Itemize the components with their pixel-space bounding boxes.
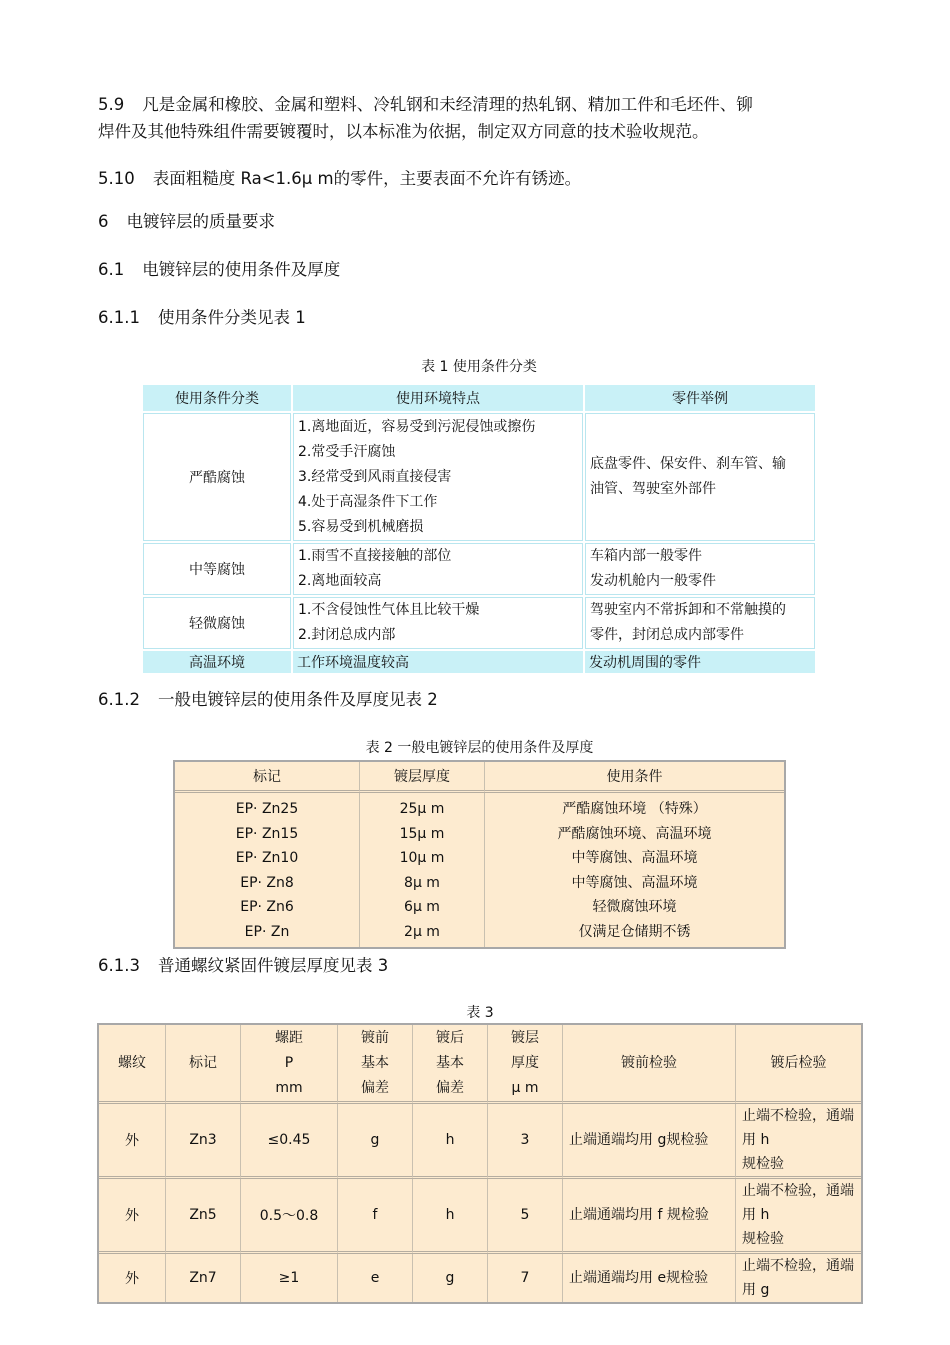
table-row xyxy=(143,651,815,673)
header-line: 偏差 xyxy=(436,1079,464,1096)
mark-cell: Zn5 xyxy=(166,1179,241,1254)
table-header-row xyxy=(143,385,815,411)
column-header: 标记 xyxy=(166,1025,241,1104)
condition-cell: 严酷腐蚀环境 （特殊） xyxy=(562,801,707,817)
section-number: 5.9 xyxy=(98,95,125,114)
mark-cell: EP· Zn10 xyxy=(235,850,299,866)
conditions-column xyxy=(485,793,784,947)
column-header: 镀层厚度 xyxy=(360,762,485,793)
condition-cell: 严酷腐蚀环境、高温环境 xyxy=(557,825,712,842)
section-number: 6.1.2 xyxy=(98,690,140,709)
table-body-row xyxy=(175,793,784,947)
table3 xyxy=(97,1023,863,1304)
section-number: 6.1.1 xyxy=(98,308,140,327)
table1 xyxy=(141,383,817,675)
mark-cell: EP· Zn xyxy=(244,923,290,940)
column-header xyxy=(488,1025,563,1104)
feature-line: 5.容易受到机械磨损 xyxy=(298,518,424,535)
paragraph-5-9 xyxy=(98,91,753,145)
header-line: 基本 xyxy=(436,1054,464,1071)
thickness-column xyxy=(360,793,485,947)
pre-deviation-cell: g xyxy=(338,1104,413,1179)
category-cell: 轻微腐蚀 xyxy=(143,597,291,649)
example-line: 驾驶室内不常拆卸和不常触摸的 xyxy=(590,602,786,618)
mark-cell: EP· Zn25 xyxy=(235,801,299,817)
column-header: 使用条件分类 xyxy=(143,385,291,411)
feature-line: 1.离地面近，容易受到污泥侵蚀或擦伤 xyxy=(298,418,536,435)
section-number: 6.1 xyxy=(98,260,125,279)
feature-line: 1.雨雪不直接接触的部位 xyxy=(298,548,452,564)
table3-caption: 表 3 xyxy=(466,1005,494,1021)
examples-cell xyxy=(585,597,815,649)
table-row xyxy=(99,1254,861,1302)
category-cell: 高温环境 xyxy=(143,651,291,673)
features-cell xyxy=(293,597,583,649)
heading-6-1-1 xyxy=(98,304,306,331)
thickness-cell: 5 xyxy=(488,1179,563,1254)
features-cell: 工作环境温度较高 xyxy=(293,651,583,673)
post-deviation-cell: g xyxy=(413,1254,488,1302)
column-header: 标记 xyxy=(175,762,360,793)
marks-column xyxy=(175,793,360,947)
table-row xyxy=(99,1179,861,1254)
thickness-cell: 2μ m xyxy=(404,923,440,940)
features-cell xyxy=(293,543,583,595)
condition-cell: 仅满足仓储期不锈 xyxy=(578,923,691,940)
column-header: 零件举例 xyxy=(585,385,815,411)
table-row xyxy=(99,1104,861,1179)
header-line: μ m xyxy=(511,1079,539,1096)
example-line: 油管、驾驶室外部件 xyxy=(590,481,716,497)
header-line: 镀层 xyxy=(511,1029,539,1046)
feature-line: 2.封闭总成内部 xyxy=(298,627,396,643)
post-check-cell xyxy=(736,1179,861,1254)
condition-cell: 轻微腐蚀环境 xyxy=(592,899,677,915)
paragraph-text-continued: 焊件及其他特殊组件需要镀覆时，以本标准为依据，制定双方同意的技术验收规范。 xyxy=(98,122,709,141)
column-header: 镀后检验 xyxy=(736,1025,861,1104)
header-line: 厚度 xyxy=(511,1054,539,1071)
category-cell: 中等腐蚀 xyxy=(143,543,291,595)
column-header: 螺纹 xyxy=(99,1025,166,1104)
pre-deviation-cell: f xyxy=(338,1179,413,1254)
thickness-cell: 15μ m xyxy=(399,825,445,842)
table-row xyxy=(143,543,815,595)
post-check-line: 规检验 xyxy=(742,1231,784,1247)
example-line: 底盘零件、保安件、刹车管、输 xyxy=(590,456,786,472)
paragraph-text: 凡是金属和橡胶、金属和塑料、冷轧钢和未经清理的热轧钢、精加工件和毛坯件、铆 xyxy=(142,95,753,114)
header-line: P xyxy=(284,1054,294,1071)
heading-text: 使用条件分类见表 1 xyxy=(157,308,306,327)
thickness-cell: 8μ m xyxy=(404,874,440,891)
examples-cell xyxy=(585,413,815,541)
examples-cell xyxy=(585,543,815,595)
table-header-row xyxy=(99,1025,861,1104)
pre-deviation-cell: e xyxy=(338,1254,413,1302)
pitch-cell: 0.5～0.8 xyxy=(241,1179,338,1254)
feature-line: 3.经常受到风雨直接侵害 xyxy=(298,468,452,485)
post-check-cell: 止端不检验，通端用 g xyxy=(742,1258,854,1298)
column-header xyxy=(241,1025,338,1104)
thickness-cell: 3 xyxy=(488,1104,563,1179)
heading-text: 普通螺纹紧固件镀层厚度见表 3 xyxy=(157,956,389,975)
example-line: 零件，封闭总成内部零件 xyxy=(590,627,744,643)
condition-cell: 中等腐蚀、高温环境 xyxy=(571,874,698,891)
header-line: 螺距 xyxy=(275,1029,303,1046)
heading-6 xyxy=(98,208,275,235)
feature-line: 2.常受手汗腐蚀 xyxy=(298,443,396,460)
heading-6-1-2 xyxy=(98,686,438,713)
pitch-cell: ≤0.45 xyxy=(241,1104,338,1179)
heading-6-1 xyxy=(98,256,340,283)
mark-cell: Zn7 xyxy=(166,1254,241,1302)
mark-cell: Zn3 xyxy=(166,1104,241,1179)
column-header: 使用环境特点 xyxy=(293,385,583,411)
pre-check-cell: 止端通端均用 g规检验 xyxy=(563,1104,736,1179)
paragraph-5-10 xyxy=(98,165,581,192)
heading-text: 电镀锌层的使用条件及厚度 xyxy=(142,260,341,279)
example-line: 发动机舱内一般零件 xyxy=(590,573,716,589)
table-row xyxy=(143,413,815,541)
heading-6-1-3 xyxy=(98,952,388,979)
header-line: 基本 xyxy=(361,1054,389,1071)
thickness-cell: 25μ m xyxy=(399,801,445,817)
post-check-line: 止端不检验，通端用 h xyxy=(742,1183,854,1223)
thickness-cell: 6μ m xyxy=(404,899,440,915)
column-header: 镀前检验 xyxy=(563,1025,736,1104)
thread-cell: 外 xyxy=(99,1104,166,1179)
heading-text: 一般电镀锌层的使用条件及厚度见表 2 xyxy=(157,690,438,709)
header-line: mm xyxy=(275,1079,303,1096)
post-deviation-cell: h xyxy=(413,1179,488,1254)
table-header-row xyxy=(175,762,784,793)
heading-text: 电镀锌层的质量要求 xyxy=(126,212,275,231)
table2-caption: 表 2 一般电镀锌层的使用条件及厚度 xyxy=(365,740,594,756)
column-header xyxy=(338,1025,413,1104)
column-header: 使用条件 xyxy=(485,762,784,793)
thread-cell: 外 xyxy=(99,1254,166,1302)
thickness-cell: 7 xyxy=(488,1254,563,1302)
condition-cell: 中等腐蚀、高温环境 xyxy=(571,850,698,866)
section-number: 6 xyxy=(98,212,109,231)
pre-check-cell: 止端通端均用 f 规检验 xyxy=(563,1179,736,1254)
example-line: 车箱内部一般零件 xyxy=(590,548,702,564)
post-check-cell xyxy=(736,1104,861,1179)
feature-line: 1.不含侵蚀性气体且比较干燥 xyxy=(298,602,480,618)
thickness-cell: 10μ m xyxy=(399,850,445,866)
table2 xyxy=(173,760,786,949)
examples-cell: 发动机周围的零件 xyxy=(585,651,815,673)
paragraph-text: 表面粗糙度 Ra<1.6μ m的零件，主要表面不允许有锈迹。 xyxy=(152,169,582,188)
features-cell xyxy=(293,413,583,541)
table-row xyxy=(143,597,815,649)
header-line: 偏差 xyxy=(361,1079,389,1096)
table1-caption: 表 1 使用条件分类 xyxy=(421,359,537,375)
section-number: 5.10 xyxy=(98,169,135,188)
mark-cell: EP· Zn8 xyxy=(240,874,294,891)
section-number: 6.1.3 xyxy=(98,956,140,975)
header-line: 镀后 xyxy=(436,1029,464,1046)
pre-check-cell: 止端通端均用 e规检验 xyxy=(563,1254,736,1302)
thread-cell: 外 xyxy=(99,1179,166,1254)
mark-cell: EP· Zn15 xyxy=(235,825,299,842)
feature-line: 2.离地面较高 xyxy=(298,573,382,589)
pitch-cell: ≥1 xyxy=(241,1254,338,1302)
column-header xyxy=(413,1025,488,1104)
post-check-line: 规检验 xyxy=(742,1156,784,1172)
post-deviation-cell: h xyxy=(413,1104,488,1179)
post-check-line: 止端不检验，通端用 h xyxy=(742,1108,854,1148)
feature-line: 4.处于高湿条件下工作 xyxy=(298,493,438,510)
category-cell: 严酷腐蚀 xyxy=(143,413,291,541)
header-line: 镀前 xyxy=(361,1029,389,1046)
mark-cell: EP· Zn6 xyxy=(240,899,294,915)
